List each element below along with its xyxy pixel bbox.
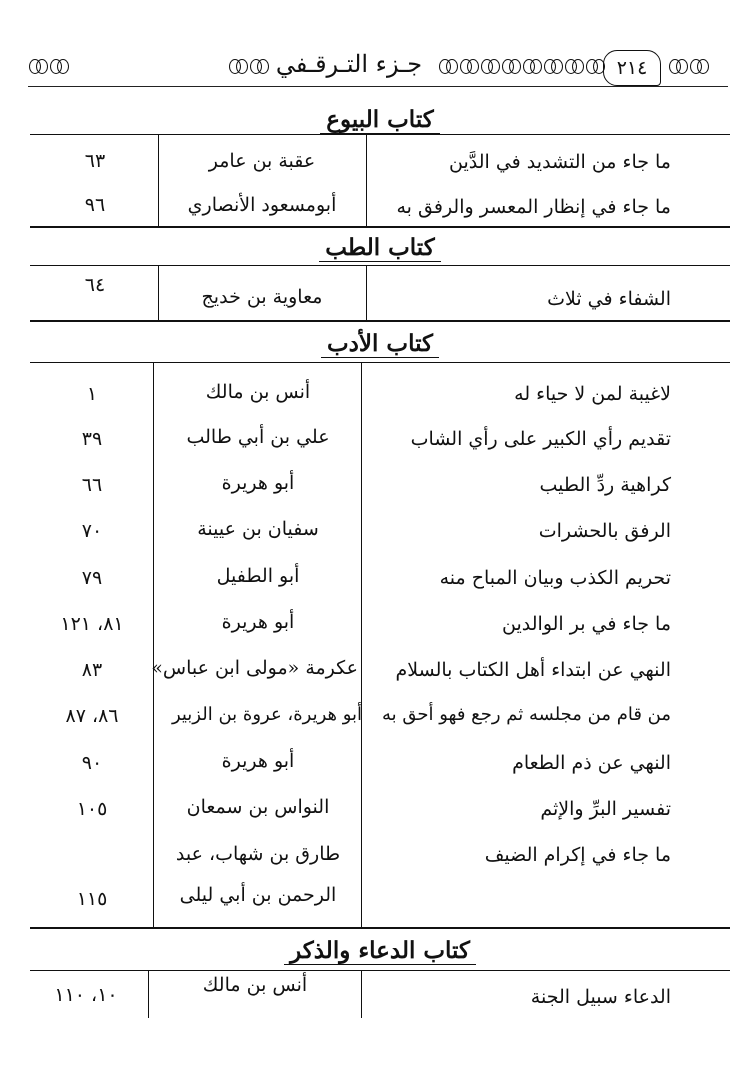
- hadith-number-cell: ٦٤: [84, 274, 106, 296]
- hadith-number-cell: ٩٦: [84, 194, 106, 216]
- hadith-number-cell: ٦٣: [84, 150, 106, 172]
- hadith-number-cell: ١٠، ١١٠: [54, 984, 118, 1006]
- hadith-number-cell: ٩٠: [81, 752, 103, 774]
- topic-cell: تقديم رأي الكبير على رأي الشاب: [410, 428, 671, 450]
- topic-cell: لاغيبة لمن لا حياء له: [514, 383, 671, 405]
- narrator-cell-line2: الرحمن بن أبي ليلى: [179, 884, 337, 906]
- topic-cell: الدعاء سبيل الجنة: [530, 986, 671, 1008]
- narrator-cell: أبو هريرة: [221, 472, 295, 494]
- page-header: [28, 48, 728, 94]
- column-divider: [148, 970, 149, 1018]
- column-divider: [158, 265, 159, 320]
- topic-cell: الشفاء في ثلاث: [547, 288, 671, 310]
- narrator-cell: أبو هريرة: [221, 750, 295, 772]
- header-title: جـزء التـرقـفي: [275, 50, 423, 78]
- narrator-cell-line1: طارق بن شهاب، عبد: [175, 843, 341, 865]
- column-divider: [366, 265, 367, 320]
- topic-cell: تفسير البرِّ والإثم: [540, 798, 671, 820]
- narrator-cell: عقبة بن عامر: [208, 150, 316, 172]
- narrator-cell: علي بن أبي طالب: [186, 426, 330, 448]
- section-rule: [30, 226, 730, 228]
- column-divider: [158, 134, 159, 226]
- column-divider: [366, 134, 367, 226]
- topic-cell: تحريم الكذب وبيان المباح منه: [439, 567, 671, 589]
- topic-cell: ما جاء في بر الوالدين: [502, 613, 671, 635]
- ornament-left-icon: [28, 57, 70, 75]
- topic-cell: النهي عن ابتداء أهل الكتاب بالسلام: [395, 659, 671, 681]
- topic-cell: ما جاء من التشديد في الدَّين: [449, 151, 671, 173]
- section-rule: [30, 927, 730, 929]
- narrator-cell: أبومسعود الأنصاري: [187, 194, 337, 216]
- topic-cell: الرفق بالحشرات: [538, 520, 671, 542]
- narrator-cell: أنس بن مالك: [202, 974, 308, 996]
- section-title-sales: كتاب البيوع: [30, 106, 730, 133]
- hadith-number-cell: ١: [86, 383, 98, 405]
- column-divider: [361, 970, 362, 1018]
- section-rule: [30, 320, 730, 322]
- hadith-number-cell: ١٠٥: [76, 798, 108, 820]
- narrator-cell: سفيان بن عيينة: [197, 518, 319, 540]
- page-number: ٢١٤: [603, 50, 661, 86]
- narrator-cell: النواس بن سمعان: [186, 796, 330, 818]
- section-rule: [30, 362, 730, 363]
- narrator-cell: أنس بن مالك: [205, 381, 311, 403]
- narrator-cell: أبو هريرة: [221, 611, 295, 633]
- column-divider: [153, 362, 154, 927]
- topic-cell: ما جاء في إكرام الضيف: [484, 844, 671, 866]
- topic-cell: كراهية ردِّ الطيب: [539, 474, 671, 496]
- section-rule: [30, 265, 730, 266]
- header-rule: [28, 86, 728, 87]
- column-divider: [361, 362, 362, 927]
- hadith-number-cell: ٨٦، ٨٧: [65, 705, 119, 727]
- hadith-number-cell: ٣٩: [81, 428, 103, 450]
- topic-cell: ما جاء في إنظار المعسر والرفق به: [396, 196, 671, 218]
- ornament-band-icon: [438, 57, 606, 75]
- hadith-number-cell: ٦٦: [81, 474, 103, 496]
- topic-cell: من قام من مجلسه ثم رجع فهو أحق به: [381, 704, 671, 725]
- hadith-number-cell: ٧٩: [81, 567, 103, 589]
- section-title-medicine: كتاب الطب: [30, 234, 730, 261]
- section-title-manners: كتاب الأدب: [30, 330, 730, 357]
- hadith-number-cell: ٧٠: [81, 520, 103, 542]
- hadith-number-cell: ٨٣: [81, 659, 103, 681]
- narrator-cell: أبو الطفيل: [216, 565, 300, 587]
- section-rule: [30, 970, 730, 971]
- hadith-number-cell: ٨١، ١٢١: [60, 613, 124, 635]
- ornament-far-right-icon: [668, 57, 710, 75]
- narrator-cell: معاوية بن خديج: [201, 286, 323, 308]
- hadith-number-cell: ١١٥: [76, 888, 108, 910]
- section-title-supplication: كتاب الدعاء والذكر: [30, 937, 730, 964]
- narrator-cell: عكرمة «مولى ابن عباس»: [151, 657, 358, 679]
- section-rule: [30, 134, 730, 135]
- narrator-cell: أبو هريرة، عروة بن الزبير: [171, 704, 363, 725]
- topic-cell: النهي عن ذم الطعام: [512, 752, 671, 774]
